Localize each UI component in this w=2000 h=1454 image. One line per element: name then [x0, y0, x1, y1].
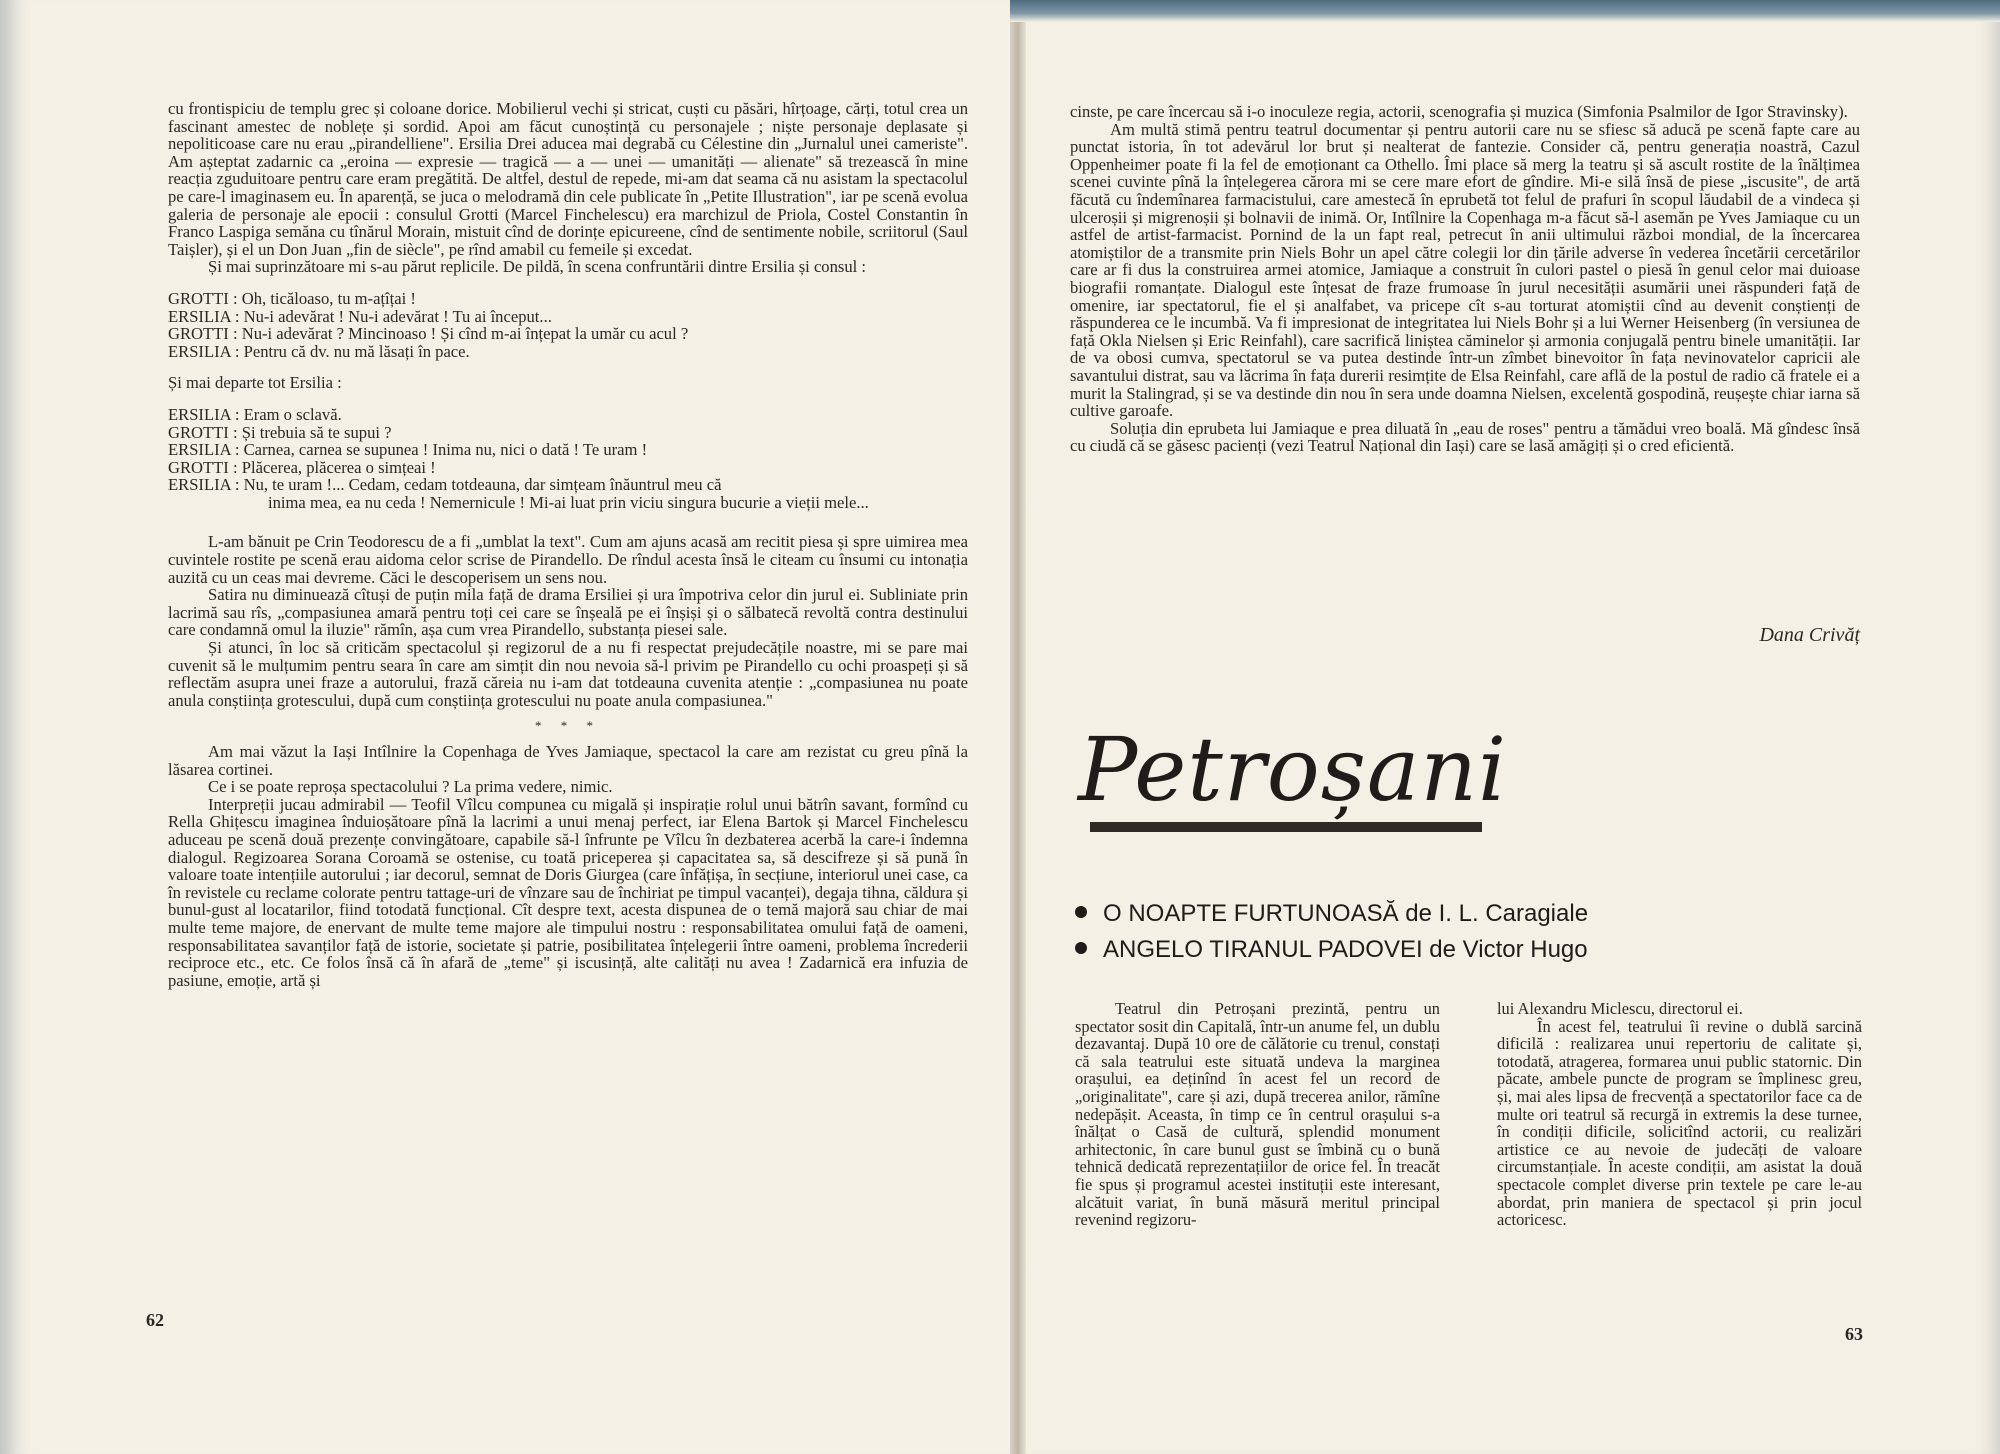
paragraph: Am mai văzut la Iași Intîlnire la Copenhaga de Yves Jamiaque, spectacol la care am rezistat cu greu pînă la lăsarea cortinei.	[168, 742, 968, 779]
right-page-text	[1070, 103, 1860, 455]
title-underline	[1090, 822, 1482, 832]
paragraph: Am multă stimă pentru teatrul documentar și pentru autorii care nu se sfiesc să aducă pe scenă fapte care au punctat istoria, în tot adevărul lor brut și nealterat de fantezie. Consider că, pentru generația noastră, Cazul Oppenheimer poate fi la fel de emoționant ca Othello. Îmi place să merg la teatru și să ascult rostite de la înălțimea scenei cuvinte pînă la înțelegerea cărora mi se cere mare efort de gîndire. Mi-e silă însă de piese „iscusite", de artă făcută cu îndemînarea farmacistului, care amestecă în eprubetă tot felul de prafuri în scopul lăudabil de a vindeca și ulceroșii și migrenoșii și bolnavii de inimă. Or, Intîlnire la Copenhaga m-a făcut să-l asemăn pe Yves Jamiaque cu un astfel de artist-farmacist. Pornind de la un fapt real, petrecut în anii ultimului război mondial, de la încercarea atomiștilor de a transmite prin Niels Bohr un apel către colegii lor din țările adverse în vederea încetării cercetărilor care ar fi dus la construirea armei atomice, Jamiaque a construit în culori pastel o piesă în genul celor mai duioase biografii romanțate. Dialogul este înțesat de fraze frumoase în jurul necesității asumării unei răspunderi față de omenire, iar spectatorul, fie el și analfabet, va pricepe cît s-au torturat atomiștii cînd au devenit conștienți de răspunderea ce le incumbă. Va fi impresionat de integritatea lui Niels Bohr și a lui Werner Heisenberg (în versiunea de față Okla Nielsen și Eric Reinfahl), care sacrifică liniștea căminelor și armonia conjugală pentru binele umanității. Iar de va obosi cumva, spectatorul se va putea destinde într-un zîmbet binevoitor în fața nevinovatelor capricii ale savantului distrat, sau va lăcrima în fața durerii resimțite de Elsa Reinfahl, care află de la postul de radio că fratele ei a murit la Stalingrad, și se va destinde din nou în sera unde doamna Nielsen, excelentă gospodină, reușește chiar iarna să cultive garoafe.	[1070, 119, 1860, 421]
paragraph: Interpreții jucau admirabil — Teofil Vîlcu compunea cu migală și inspirație rolul unui bătrîn savant, formînd cu Rella Ghițescu imaginea înduioșătoare pînă la lacrimi a unui menaj perfect, iar Elena Bartok și Marcel Finchelescu aduceau pe scenă două prezențe convingătoare, capabile să-l înfrunte pe Vîlcu în dezbaterea acerbă la care-i îndemna dialogul. Regizoarea Sorana Coroamă se ostenise, cu toată priceperea și capacitatea sa, să descifreze și să pună în valoare toate intențiile autorului ; iar decorul, semnat de Doris Giurgea (care înfățișa, în secțiune, interiorul unei case, ca în revistele cu reclame colorate pentru tattage-uri de vînzare sau de închiriat pe timpul vacanței), degaja tihna, căldura și bunul-gust al locatarilor, fiind totodată funcțional. Cît despre text, acesta dispunea de o temă majoră sau chiar de mai multe teme majore, de enervant de multe teme majore ale timpului nostru : responsabilitatea omului față de oameni, responsabilitatea savanților față de istorie, societate și patrie, posibilitatea înțelegerii între oameni, problema încrederii reciproce etc., etc. Ce folos însă că în afară de „teme" și iscusință, alte calități nu avea ! Zadarnică era infuzia de pasiune, emoție, artă și	[168, 794, 968, 990]
review-column-right	[1497, 1000, 1862, 1229]
play-title: O NOAPTE FURTUNOASĂ de I. L. Caragiale	[1103, 900, 1589, 927]
review-column-left	[1075, 1000, 1440, 1229]
paragraph: În acest fel, teatrului îi revine o dublă sarcină dificilă : realizarea unui repertoriu de calitate și, totodată, atragerea, formarea unui public statornic. Din păcate, ambele puncte de program se împlinesc greu, și, mai ales lipsa de frecvență a spectatorilor face ca de multe ori teatrul să recurgă in extremis la dese turnee, în condiții dificile, solicitînd actorii, cu realizări artistice ce au nevoie de judecăți de valoare circumstanțiale. În aceste condiții, am asistat la două spectacole complet diverse prin textele pe care le-au abordat, prin maniera de spectacol și prin jocul actoricesc.	[1497, 1016, 1862, 1230]
dialog-line	[168, 476, 968, 494]
paragraph: Ce i se poate reproșa spectacolului ? La prima vedere, nimic.	[208, 777, 613, 797]
dialog-line: ERSILIA : Carnea, carnea se supunea ! Inima nu, nici o dată ! Te uram !	[168, 440, 648, 460]
paragraph: lui Alexandru Miclescu, directorul ei.	[1497, 999, 1743, 1018]
play-list-item	[1075, 932, 1588, 968]
section-separator: * * *	[535, 718, 601, 734]
dialog-line: GROTTI : Și trebuia să te supui ?	[168, 422, 392, 442]
page-number-left: 62	[146, 1310, 164, 1330]
left-page-text	[168, 100, 968, 989]
play-list	[1075, 896, 1588, 968]
book-binding	[1010, 0, 1026, 1454]
dialog-block	[168, 406, 968, 512]
dialog-continuation: inima mea, ea nu ceda ! Nemernicule ! Mi-ai luat prin viciu singura bucurie a vieții mele...	[268, 492, 869, 512]
paragraph: Satira nu diminuează cîtuși de puțin mila față de drama Ersiliei și ura împotriva celor din jurul ei. Subliniate prin lacrimă sau rîs, „compasiunea amară pentru toți cei care se înșeală pe ei înșiși și o sălbatecă revoltă contra destinului care condamnă omul la iluzie" rămîn, așa cum vrea Pirandello, substanța piesei sale.	[168, 585, 968, 640]
dialog-line: GROTTI : Plăcerea, plăcerea o simțeai !	[168, 457, 436, 477]
bullet-icon	[1075, 942, 1087, 954]
paragraph: cu frontispiciu de templu grec și coloane dorice. Mobilierul vechi și stricat, cuști cu păsări, hîrțoage, cărți, totul crea un fascinant amestec de noblețe și sordid. Apoi am făcut cunoștință cu personajele ; niște personaje deplasate și nepoliticoase care nu erau „pirandelliene". Ersilia Drei aducea mai degrabă cu Célestine din „Jurnalul unei cameriste". Am așteptat zadarnic ca „eroina — expresie — tragică — a — unei — umanități — alienate" să trezească în mine reacția zguduitoare pentru care eram pregătită. De altfel, destul de repede, mi-am dat seama că nu asistam la spectacolul pe care-l imaginasem eu. În aparență, se juca o melodramă din cele publicate în „Petite Illustration", iar pe scenă evolua galeria de personaje ale epocii : consulul Grotti (Marcel Finchelescu) era marchizul de Priola, Costel Constantin în Franco Laspiga semăna cu tînărul Morain, mistuit cînd de dorințe epicureene, cînd de sentimente nobile, scriitorul (Saul Taișler), și el un Don Juan „fin de siècle", pe rînd amabil cu femeile și excedat.	[168, 99, 968, 259]
dialog-speaker: ERSILIA :	[168, 475, 240, 495]
dialog-line: ERSILIA : Pentru că dv. nu mă lăsați în pace.	[168, 341, 470, 361]
dialog-block	[168, 290, 968, 360]
dialog-intro: Și mai departe tot Ersilia :	[168, 373, 342, 393]
play-title: ANGELO TIRANUL PADOVEI de Victor Hugo	[1103, 936, 1588, 963]
dialog-line: GROTTI : Nu-i adevărat ? Mincinoaso ! Și cînd m-ai înțepat la umăr cu acul ?	[168, 324, 689, 344]
dialog-line: GROTTI : Oh, ticăloaso, tu m-ațîțai !	[168, 288, 416, 308]
play-list-item	[1075, 896, 1588, 932]
paragraph: cinste, pe care încercau să i-o inoculeze regia, actorii, scenografia și muzica (Simfonia Psalmilor de Igor Stravinsky).	[1070, 102, 1848, 121]
paragraph: Și atunci, în loc să criticăm spectacolul și regizorul de a nu fi respectat prejudecățile noastre, mi se pare mai cuvenit să le mulțumim pentru seara în care am simțit din nou nevoia să-l privim pe Pirandello cu ochi proaspeți și să reflectăm asupra unei fraze a autorului, frază căreia nu i-am dat totdeauna cuvenita atenție : „compasiunea nu poate anula conștiința grotescului, după cum conștiința grotescului nu poate anula compasiunea."	[168, 638, 968, 710]
page-number-right: 63	[1845, 1324, 1863, 1344]
paragraph: Teatrul din Petroșani prezintă, pentru un spectator sosit din Capitală, într-un anume fel, un dublu dezavantaj. După 10 ore de călătorie cu trenul, constați că sala teatrului este situată undeva la marginea orașului, ea deținînd în acest fel un record de „originalitate", care și azi, după trecerea anilor, rămîne nedepășit. Aceasta, în timp ce în centrul orașului s-a înălțat o Casă de cultură, splendid monument arhitectonic, în care bunul gust se îmbină cu o bună tehnică dedicată reprezentațiilor de orice fel. În treacăt fie spus și programul acestei instituții este interesant, alcătuit variat, în bună măsură meritul principal revenind regizoru-	[1075, 999, 1440, 1230]
dialog-text: Nu, te uram !... Cedam, cedam totdeauna, dar simțeam înăuntrul meu că	[243, 475, 722, 495]
paragraph: Soluția din eprubeta lui Jamiaque e prea diluată în „eau de roses" pentru a tămădui vreo boală. Mă gîndesc însă cu ciudă că se găsesc pacienți (vezi Teatrul Național din Iași) care se lasă amăgiți și o cred eficientă.	[1070, 418, 1860, 456]
bullet-icon	[1075, 906, 1087, 918]
paragraph: L-am bănuit pe Crin Teodorescu de a fi „umblat la text". Cum am ajuns acasă am recitit piesa și spre uimirea mea cuvintele rostite pe scenă erau aidoma celor scrise de Pirandello. De rîndul acesta însă le citeam cu însumi cu intonația auzită cu un ceas mai devreme. Căci le descoperisem un sens nou.	[168, 532, 968, 587]
section-title: Petroșani	[1078, 718, 1508, 821]
dialog-line: ERSILIA : Nu-i adevărat ! Nu-i adevărat ! Tu ai început...	[168, 306, 552, 326]
author-signature: Dana Crivăț	[1759, 624, 1860, 646]
dialog-line: ERSILIA : Eram o sclavă.	[168, 404, 342, 424]
paragraph: Și mai suprinzătoare mi s-au părut replicile. De pildă, în scena confruntării dintre Ersilia și consul :	[208, 257, 867, 277]
cover-edge	[1010, 0, 2000, 22]
